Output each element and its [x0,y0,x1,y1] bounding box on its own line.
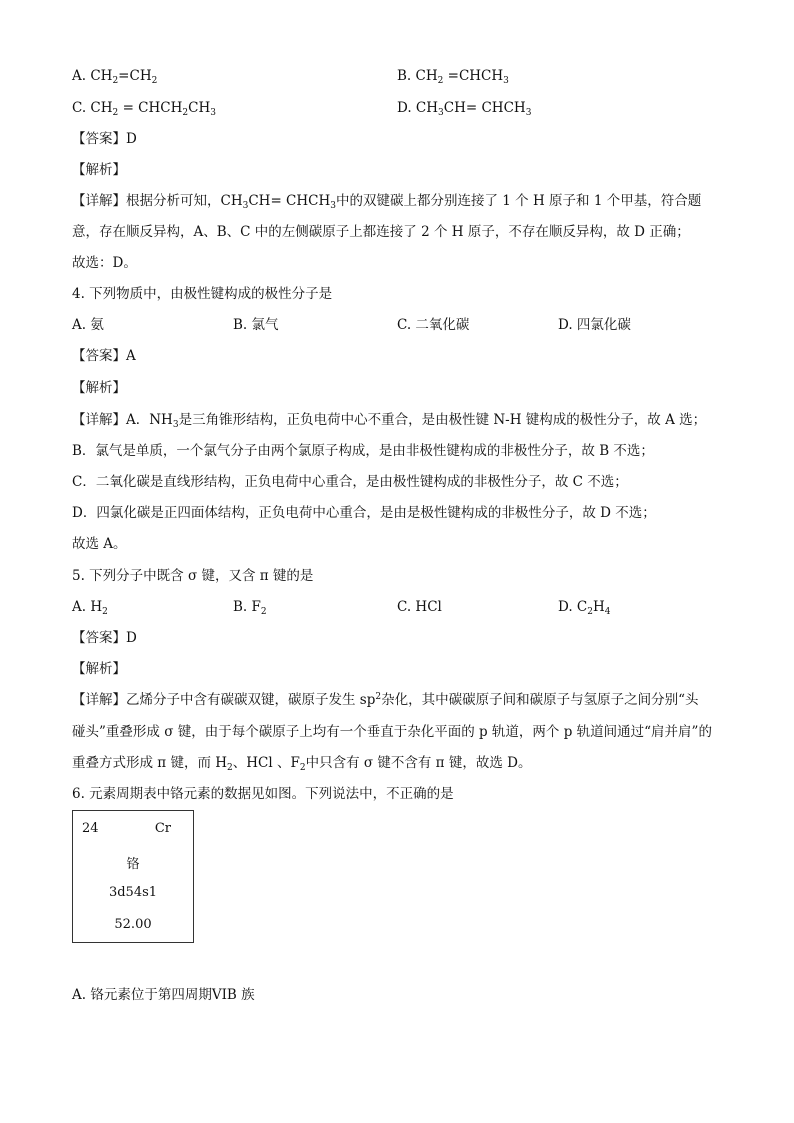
atomic-number: 24 [82,821,99,836]
q4-option-a: A. 氨 [72,317,104,333]
q3-detail-line-3: 故选：D。 [72,255,137,271]
q3-analysis-label: 【解析】 [72,162,126,178]
q5-option-b: B. $F_2$ [233,599,267,617]
q3-option-a: A. $CH_2=CH_2$ [72,68,158,86]
q5-stem: 5. 下列分子中既含 σ 键，又含 π 键的是 [72,568,314,584]
q5-detail-line-1: 【详解】乙烯分子中含有碳碳双键，碳原子发生 $sp^2$杂化，其中碳碳原子间和碳原子与氢原子之间分别“头 [72,692,699,708]
q4-detail-line-3: C．二氧化碳是直线形结构，正负电荷中心重合，是由极性键构成的非极性分子，故 C 不选； [72,474,628,490]
q4-stem: 4. 下列物质中，由极性键构成的极性分子是 [72,286,333,302]
q4-detail-line-4: D．四氯化碳是正四面体结构，正负电荷中心重合，是由是极性键构成的非极性分子，故 D 不选； [72,505,656,521]
q3-option-c: C. $CH_2$ = $CHCH_2CH_3$ [72,100,216,118]
electron-configuration: 3d54s1 [108,885,158,900]
q5-detail-line-2: 碰头”重叠形成 σ 键，由于每个碳原子上均有一个垂直于杂化平面的 p 轨道，两个 p 轨道间通过“肩并肩”的 [72,724,712,740]
q5-option-d: D. $C_2H_4$ [558,599,611,617]
q5-detail-line-3: 重叠方式形成 π 键，而 $H_2$、HCl 、$F_2$中只含有 σ 键不含有 π 键，故选 D。 [72,755,532,773]
element-card-chromium [72,810,194,943]
q3-detail-line-2: 意，存在顺反异构，A、B、C 中的左侧碳原子上都连接了 2 个 H 原子，不存在顺反异构，故 D 正确； [72,224,690,240]
q4-option-c: C. 二氧化碳 [397,317,470,333]
q4-option-b: B. 氯气 [233,317,279,333]
q6-stem: 6. 元素周期表中铬元素的数据见如图。下列说法中，不正确的是 [72,786,454,802]
q4-option-d: D. 四氯化碳 [558,317,631,333]
q6-option-a: A. 铬元素位于第四周期VIB 族 [72,987,255,1003]
q4-detail-line-1: 【详解】A．$NH_3$是三角锥形结构，正负电荷中心不重合，是由极性键 N-H 键构成的极性分子，故 A 选； [72,412,707,430]
q4-analysis-label: 【解析】 [72,380,126,396]
q3-detail-line-1: 【详解】根据分析可知，$CH_3CH=$ $CHCH_3$中的双键碳上都分别连接了 1 个 H 原子和 1 个甲基，符合题 [72,193,702,211]
q3-option-d: D. $CH_3CH=$ $CHCH_3$ [397,100,532,118]
q5-answer: 【答案】D [72,630,137,646]
q5-option-a: A. $H_2$ [72,599,108,617]
atomic-mass: 52.00 [114,917,152,932]
q4-detail-line-5: 故选 A。 [72,536,127,552]
q3-option-b: B. $CH_2$ $=CHCH_3$ [397,68,509,86]
q3-answer: 【答案】D [72,131,137,147]
element-symbol: Cr [154,821,171,836]
q5-option-c: C. HCl [397,599,442,615]
element-name: 铬 [126,857,140,872]
q4-answer: 【答案】A [72,348,136,364]
q4-detail-line-2: B．氯气是单质，一个氯气分子由两个氯原子构成，是由非极性键构成的非极性分子，故 B 不选； [72,443,654,459]
q5-analysis-label: 【解析】 [72,661,126,677]
